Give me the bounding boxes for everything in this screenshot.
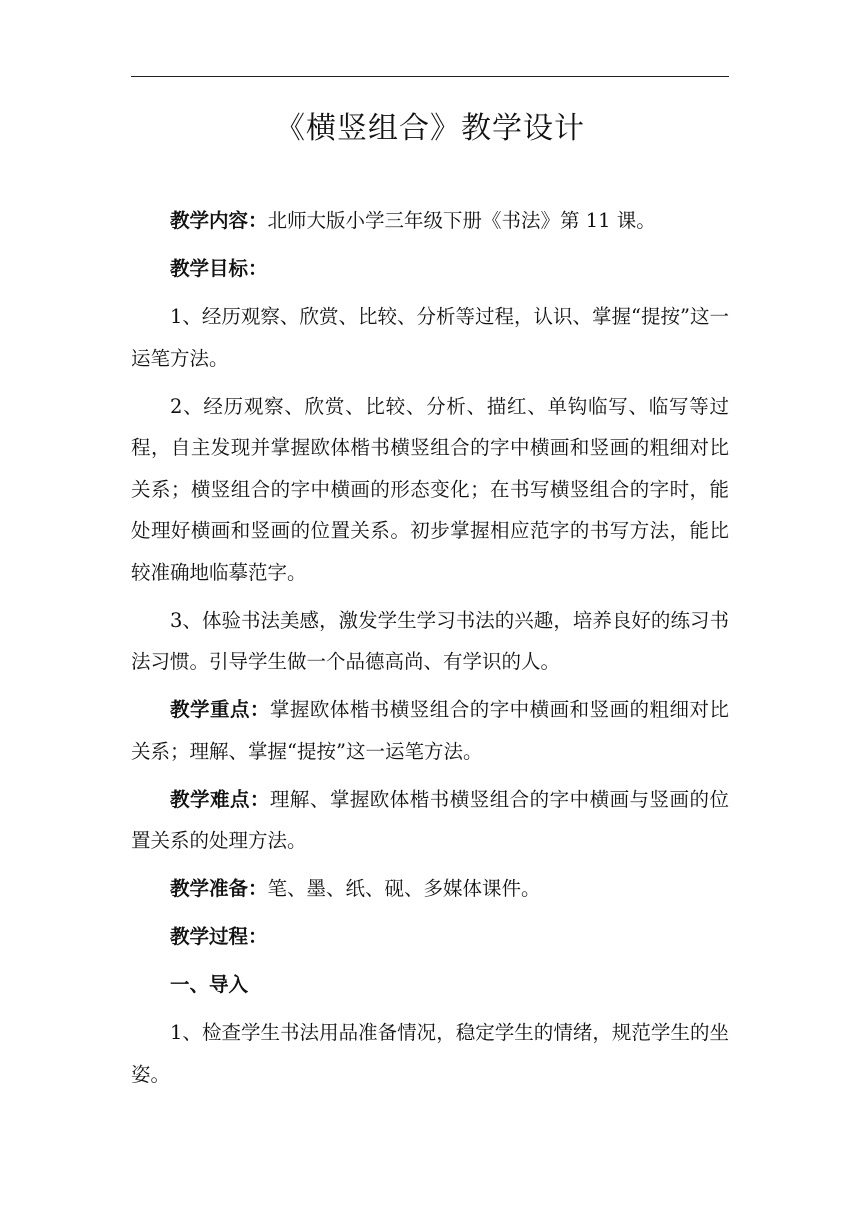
document-body [131, 200, 729, 1095]
teaching-content-paragraph [131, 200, 729, 242]
preparation-text: 笔、墨、纸、砚、多媒体课件。 [267, 877, 541, 900]
key-points-paragraph [131, 689, 729, 772]
key-points-text: 掌握欧体楷书横竖组合的字中横画和竖画的粗细对比关系；理解、掌握“提按”这一运笔方法。 [131, 698, 729, 763]
objective-3: 3、体验书法美感，激发学生学习书法的兴趣，培养良好的练习书法习惯。引导学生做一个品德高尚、有学识的人。 [131, 608, 729, 673]
section-1-heading: 一、导入 [170, 973, 249, 996]
key-points-label: 教学重点： [170, 698, 270, 721]
teaching-process-label: 教学过程： [170, 925, 268, 948]
difficulties-text: 理解、掌握欧体楷书横竖组合的字中横画与竖画的位置关系的处理方法。 [131, 787, 729, 852]
preparation-label: 教学准备： [170, 877, 268, 900]
teaching-objectives-paragraph [131, 248, 729, 290]
header-rule [131, 76, 729, 77]
teaching-content-label: 教学内容： [170, 209, 268, 232]
teaching-objectives-label: 教学目标： [170, 257, 268, 280]
objective-1: 1、经历观察、欣赏、比较、分析等过程，认识、掌握“提按”这一运笔方法。 [131, 305, 729, 370]
difficulties-label: 教学难点： [170, 787, 270, 811]
document-title: 《横竖组合》教学设计 [275, 111, 585, 146]
section-1-item-1: 1、检查学生书法用品准备情况，稳定学生的情绪，规范学生的坐姿。 [131, 1021, 729, 1086]
section-1-heading-paragraph [131, 964, 729, 1006]
teaching-process-paragraph [131, 916, 729, 958]
preparation-paragraph [131, 868, 729, 910]
objective-2: 2、经历观察、欣赏、比较、分析、描红、单钩临写、临写等过程，自主发现并掌握欧体楷书横竖组合的字中横画和竖画的粗细对比关系；横竖组合的字中横画的形态变化；在书写横竖组合的字时，能处理好横画和竖画的位置关系。初步掌握相应范字的书写方法，能比较准确地临摹范字。 [131, 394, 729, 584]
difficulties-paragraph [131, 779, 729, 862]
teaching-content-text: 北师大版小学三年级下册《书法》第 11 课。 [267, 209, 656, 232]
